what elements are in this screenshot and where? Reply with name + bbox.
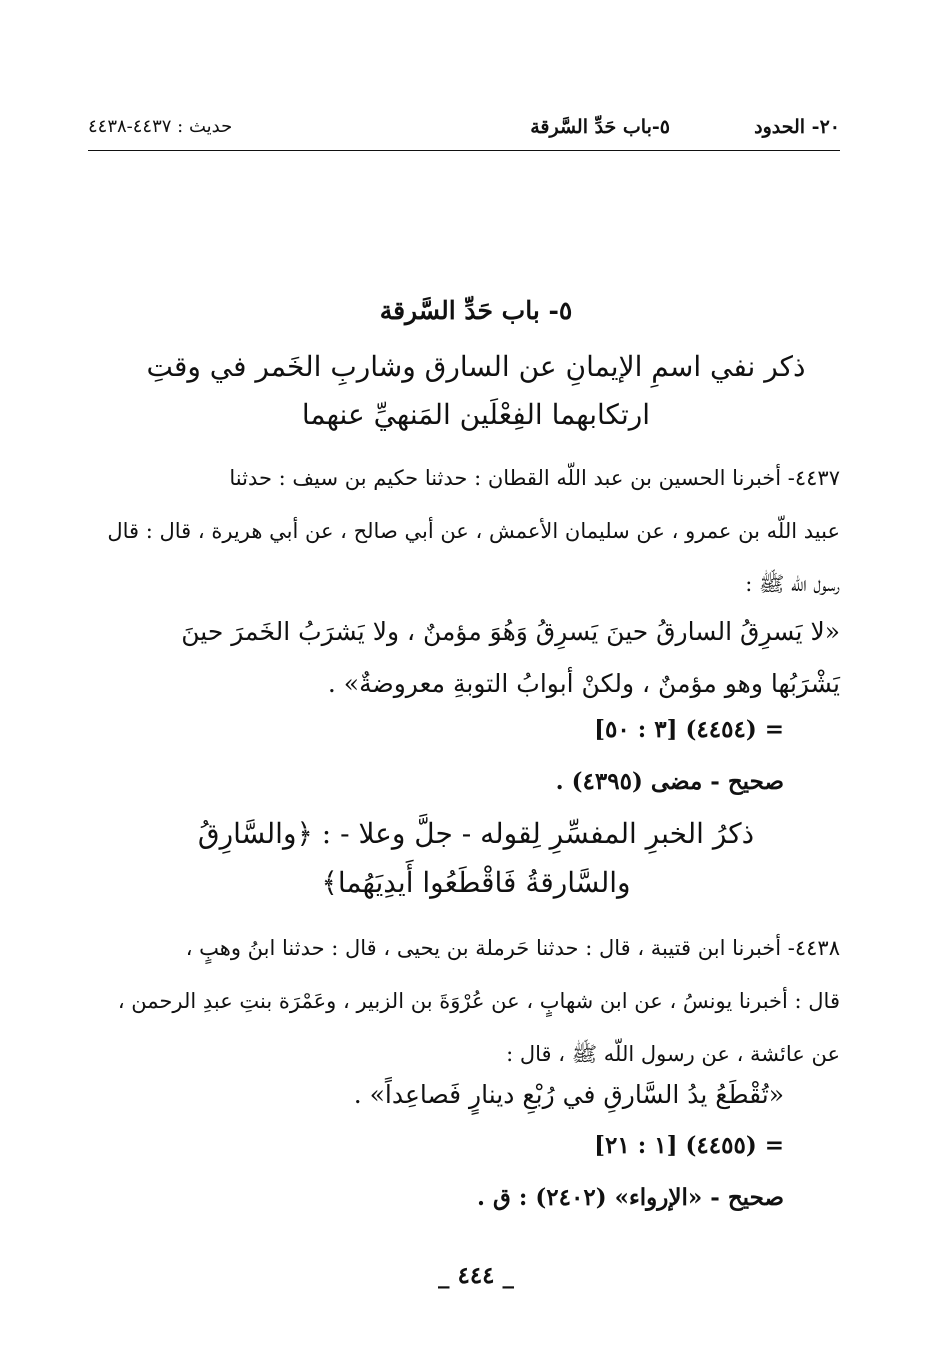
running-header [88,110,840,150]
hadith-4438-reference: = (٤٤٥٥) [١ : ٢١] [594,1132,784,1159]
section1-title-line2: ارتكابهما الفِعْلَين المَنهيِّ عنهما [301,398,651,431]
section1-title-line1: ذكر نفي اسمِ الإيمانِ عن السارق وشاربِ الخَمر في وقتِ [146,350,806,383]
header-book-chapter: ٢٠- الحدود [754,116,840,138]
header-bab: ٥-باب حَدِّ السَّرقة [530,116,670,138]
quote-line: «لا يَسرِقُ السارقُ حينَ يَسرِقُ وَهُوَ مؤمنٌ ، ولا يَشرَبُ الخَمرَ حينَ [181,617,840,646]
hadith-4438-grade: صحيح - «الإرواء» (٢٤٠٢) : ق . [477,1184,784,1211]
hadith-4438-line: عن عائشة ، عن رسول اللّه ﷺ ، قال : [506,1042,840,1066]
hadith-4437-line: رسول اللّه ﷺ : [745,572,840,596]
section2-title-line1: ذكرُ الخبرِ المفسِّرِ لِقوله - جلَّ وعلا - : ﴿والسَّارِقُ [197,817,755,850]
hadith-4437-grade: صحيح - مضى (٤٣٩٥) . [555,768,784,795]
hadith-4437-quote [80,606,840,710]
hadith-4437-line: عبيد اللّه بن عمرو ، عن سليمان الأعمش ، عن أبي صالح ، عن أبي هريرة ، قال : قال [107,519,840,543]
chapter-title: ٥- باب حَدِّ السَّرقة [379,296,573,325]
page-number: _ ٤٤٤ _ [437,1262,515,1289]
hadith-4437-reference: = (٤٤٥٤) [٣ : ٥٠] [594,716,784,743]
section2-title-line2: والسَّارقةُ فَاقْطَعُوا أَيدِيَهُما﴾ [321,866,631,899]
hadith-4437-text [80,452,840,611]
hadith-4438-line: قال : أخبرنا يونسُ ، عن ابن شهابٍ ، عن عُرْوَةَ بن الزبير ، وعَمْرَة بنتِ عبدِ الرحمن ، [117,989,840,1013]
hadith-4438-quote: «تُقْطَعُ يدُ السَّارقِ في رُبْعِ دينارٍ فَصاعِداً» . [353,1080,784,1109]
quote-line: يَشْرَبُها وهو مؤمنٌ ، ولكنْ أبوابُ التوبةِ معروضةٌ» . [327,669,840,698]
hadith-4438-text [80,922,840,1081]
header-rule [88,150,840,151]
header-hadith-range: حديث : ٤٤٣٧-٤٤٣٨ [88,116,233,137]
hadith-4437-line: ٤٤٣٧- أخبرنا الحسين بن عبد اللّه القطان : حدثنا حكيم بن سيف : حدثنا [229,466,840,490]
hadith-4438-line: ٤٤٣٨- أخبرنا ابن قتيبة ، قال : حدثنا حَرملة بن يحيى ، قال : حدثنا ابنُ وهبٍ ، [185,936,840,960]
